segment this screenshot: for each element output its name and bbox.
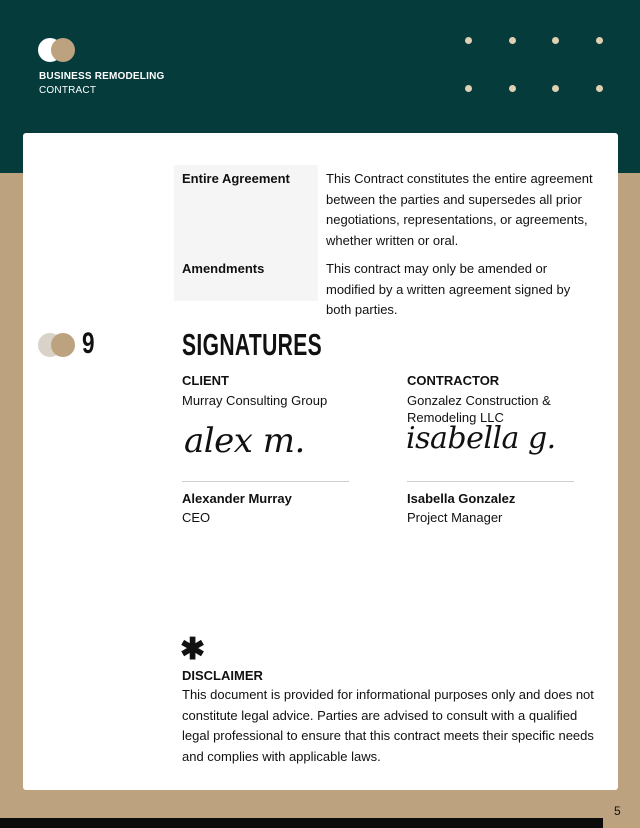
terms-table [174, 165, 594, 321]
term-text: This contract may only be amended or modified by a written agreement signed by both parties. [326, 261, 571, 317]
page-number: 5 [614, 804, 621, 818]
contractor-company: Gonzalez Construction & Remodeling LLC [407, 393, 551, 425]
brand-title: BUSINESS REMODELING [39, 71, 165, 82]
section-title: SIGNATURES [182, 327, 323, 362]
disclaimer-title: DISCLAIMER [182, 668, 263, 683]
decorative-dots [465, 37, 605, 97]
disclaimer-text: This document is provided for informational purposes only and does not constitute legal advice. Parties are advised to consult with a qualified legal professional to ensure that this contract meets their specific needs and complies with applicable laws. [182, 687, 594, 764]
contractor-signer-name: Isabella Gonzalez [407, 491, 516, 506]
contractor-signature: isabella g. [406, 421, 556, 456]
client-company: Murray Consulting Group [182, 393, 328, 408]
asterisk-icon: ✱ [180, 633, 206, 666]
section-circles-icon [38, 333, 76, 357]
term-row [174, 255, 594, 321]
contractor-signature-line [407, 481, 574, 482]
contractor-signer-title: Project Manager [407, 510, 503, 525]
client-signature-line [182, 481, 349, 482]
client-signer-name: Alexander Murray [182, 491, 292, 506]
client-signer-title: CEO [182, 510, 211, 525]
term-row [174, 165, 594, 251]
section-number: 9 [82, 327, 95, 360]
term-text: This Contract constitutes the entire agreement between the parties and supersedes all prior negotiations, representations, or agreements, whether written or oral. [326, 171, 593, 248]
client-role: CLIENT [182, 373, 229, 388]
client-signature: alex m. [184, 421, 305, 461]
term-label: Entire Agreement [182, 171, 290, 186]
brand-subtitle: CONTRACT [39, 85, 97, 96]
contractor-role: CONTRACTOR [407, 373, 500, 388]
client-block [182, 373, 352, 409]
footer-bar [0, 818, 603, 828]
term-label: Amendments [182, 261, 265, 276]
content-card [23, 133, 618, 790]
logo-icon [38, 38, 78, 62]
contractor-block [407, 373, 577, 426]
